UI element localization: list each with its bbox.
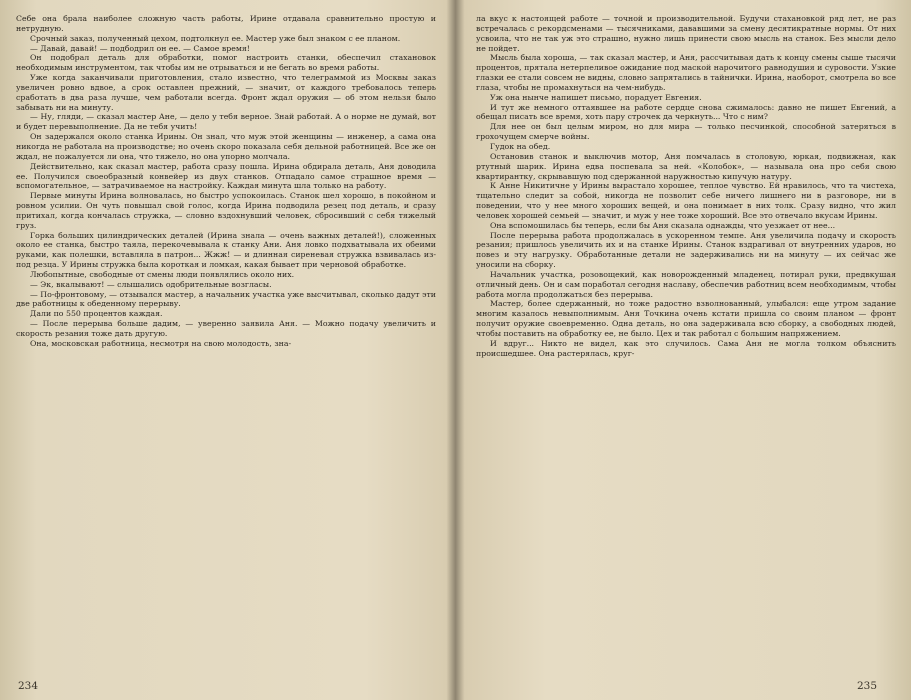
paragraph: Для нее он был целым миром, но для мира — только песчинкой, способной затеряться в грохочущем смерче войны.: [476, 122, 896, 142]
paragraph: — Ну, гляди, — сказал мастер Ане, — дело у тебя верное. Знай работай. А о норме не думай, вот и будет перевыполнение. Да не тебя учить!: [16, 112, 436, 132]
paragraph: И тут же немного оттаявшее на работе сердце снова сжималось: давно не пишет Евгений, а обещал писать все время, хоть пару строчек да черкнуть... Что с ним?: [476, 102, 896, 122]
paragraph: Начальник участка, розовощекий, как новорожденный младенец, потирал руки, предвкушая отличный день. Он и сам поработал сегодня наславу, обеспечив работниц всем необходимым, чтобы работа могла продолжаться без перерыва.: [476, 269, 896, 299]
paragraph: Действительно, как сказал мастер, работа сразу пошла. Ирина обдирала деталь, Аня доводила ее. Получился своеобразный конвейер из двух станков. Отпадало самое страшное время — вспомогательное, — затрачиваемое на настройку. Каждая минута шла только на работу.: [16, 161, 436, 191]
paragraph: После перерыва работа продолжалась в ускоренном темпе. Аня увеличила подачу и скорость резания; пришлось увеличить их и на станке Ирины. Станок вздрагивал от внутренних ударов, но повез и эту нагрузку. Обработанные детали не задерживались ни на минуту — их сейчас же уносили на сборку.: [476, 230, 896, 270]
paragraph: Горка больших цилиндрических деталей (Ирина знала — очень важных деталей!), сложенных около ее станка, быстро таяла, перекочевывала к станку Ани. Аня ловко подхватывала их обеими руками, как полешки, вставляла в патрон... Жжж! — и длинная сиреневая стружка взвивалась из-под резца. У Ирины стружка была короткая и ломкая, какая бывает при черновой обработке.: [16, 230, 436, 270]
paragraph: И вдруг... Никто не видел, как это случилось. Сама Аня не могла толком объяснить происшедшее. Она растерялась, круг-: [476, 338, 896, 358]
paragraph: Себе она брала наиболее сложную часть работы, Ирине отдавала сравнительно простую и нетрудную.: [16, 14, 436, 33]
right-page: [476, 14, 896, 700]
paragraph: Остановив станок и выключив мотор, Аня помчалась в столовую, юркая, подвижная, как ртутный шарик. Ирина едва поспевала за ней. «Колобок», — называла она про себя свою квартирантку, скрывавшую под сдержанной наружностью кипучую натуру.: [476, 151, 896, 181]
paragraph: К Анне Никитичне у Ирины вырастало хорошее, теплое чувство. Ей нравилось, что та чистеха, тщательно следит за собой, никогда не позволит себе ничего лишнего ни в разговоре, ни в поведении, что у нее много хороших вещей, и она понимает в них толк. Сразу видно, что жил человек хорошей семьей — значит, и муж у нее тоже хороший. Все это отвечало вкусам Ирины.: [476, 181, 896, 220]
left-page: [16, 14, 436, 700]
paragraph: Он подобрал деталь для обработки, помог настроить станки, обеспечил стахановок необходимым инструментом, так чтобы им не отрываться и не бегать во время работы.: [16, 53, 436, 73]
paragraph: Она вспомошилась бы теперь, если бы Аня сказала однажды, что уезжает от нее...: [490, 220, 836, 230]
paragraph: Она, московская работница, несмотря на свою молодость, зна-: [30, 338, 292, 348]
page-number-right: 235: [856, 680, 877, 692]
paragraph: — По-фронтовому, — отзывался мастер, а начальник участка уже высчитывал, сколько дадут эти две работницы к обеденному перерыву.: [16, 289, 436, 309]
paragraph: ла вкус к настоящей работе — точной и производительной. Будучи стахановкой ряд лет, не раз встречалась с рекордсменами — тысячниками, дававшими за смену десятикратные нормы. От них усвоила, что не так уж это страшно, нужно лишь принести свою мысль на станок. Без мысли дело не пойдет.: [476, 14, 896, 53]
page-number-left: 234: [18, 680, 39, 692]
paragraph: Любопытные, свободные от смены люди появлялись около них.: [30, 269, 295, 279]
paragraph: Мысль была хороша, — так сказал мастер, и Аня, рассчитывая дать к концу смены сыше тысячи процентов, прятала нетерпеливое ожидание под маской нарочитого равнодушия и суровости. Узкие глазки ее стали совсем не видны, словно запрятались в тайнички. Ирина, наоборот, смотрела во все глаза, чтобы не промахнуться на чем-нибудь.: [476, 53, 896, 92]
paragraph: — Давай, давай! — подбодрил он ее. — Самое время!: [30, 43, 250, 53]
paragraph: Уже когда заканчивали приготовления, стало известно, что телеграммой из Москвы заказ увеличен ровно вдвое, а срок оставлен прежний, — значит, от каждого требовалось теперь сработать в два раза лучше, чем работали всегда. Фронт ждал оружия — об этом нельзя было забывать ни на минуту.: [16, 73, 436, 112]
paragraph: Дали по 550 процентов каждая.: [30, 309, 163, 319]
paragraph: Мастер, более сдержанный, но тоже радостно взволнованный, улыбался: еще утром задание многим казалось невыполнимым. Аня Точкина очень кстати пришла со своим планом — фронт получит оружие своевременно. Одна деталь, но она задерживала всю сборку, а свободных людей, чтобы поставить на обработку ее, не было. Цех и так работал с большим напряжением.: [476, 299, 896, 338]
paragraph: Первые минуты Ирина волновалась, но быстро успокоилась. Станок шел хорошо, в покойном и ровном усилии. Он чуть повышал свой голос, когда Ирина подводила резец под деталь, и сразу притихал, когда кончалась стружка, — словно вздохнувший человек, сбросивший с себя тяжелый груз.: [16, 191, 436, 230]
paragraph: Гудок на обед.: [490, 141, 551, 151]
paragraph: — После перерыва больше дадим, — уверенно заявила Аня. — Можно подачу увеличить и скорость резания тоже дать другую.: [16, 319, 436, 338]
paragraph: — Эк, вкалывают! — слышались одобрительные возгласы.: [30, 279, 272, 289]
paragraph: Он задержался около станка Ирины. Он знал, что муж этой женщины — инженер, а сама она никогда не работала на производстве; но очень скоро показала себя дельной работницей. Все же он ждал, не пожалуется ли она, что тяжело, но она упорно молчала.: [16, 132, 436, 161]
paragraph: Уж она нынче напишет письмо, порадует Евгения.: [490, 92, 702, 102]
paragraph: Срочный заказ, полученный цехом, подтолкнул ее. Мастер уже был знаком с ее планом.: [30, 33, 401, 43]
